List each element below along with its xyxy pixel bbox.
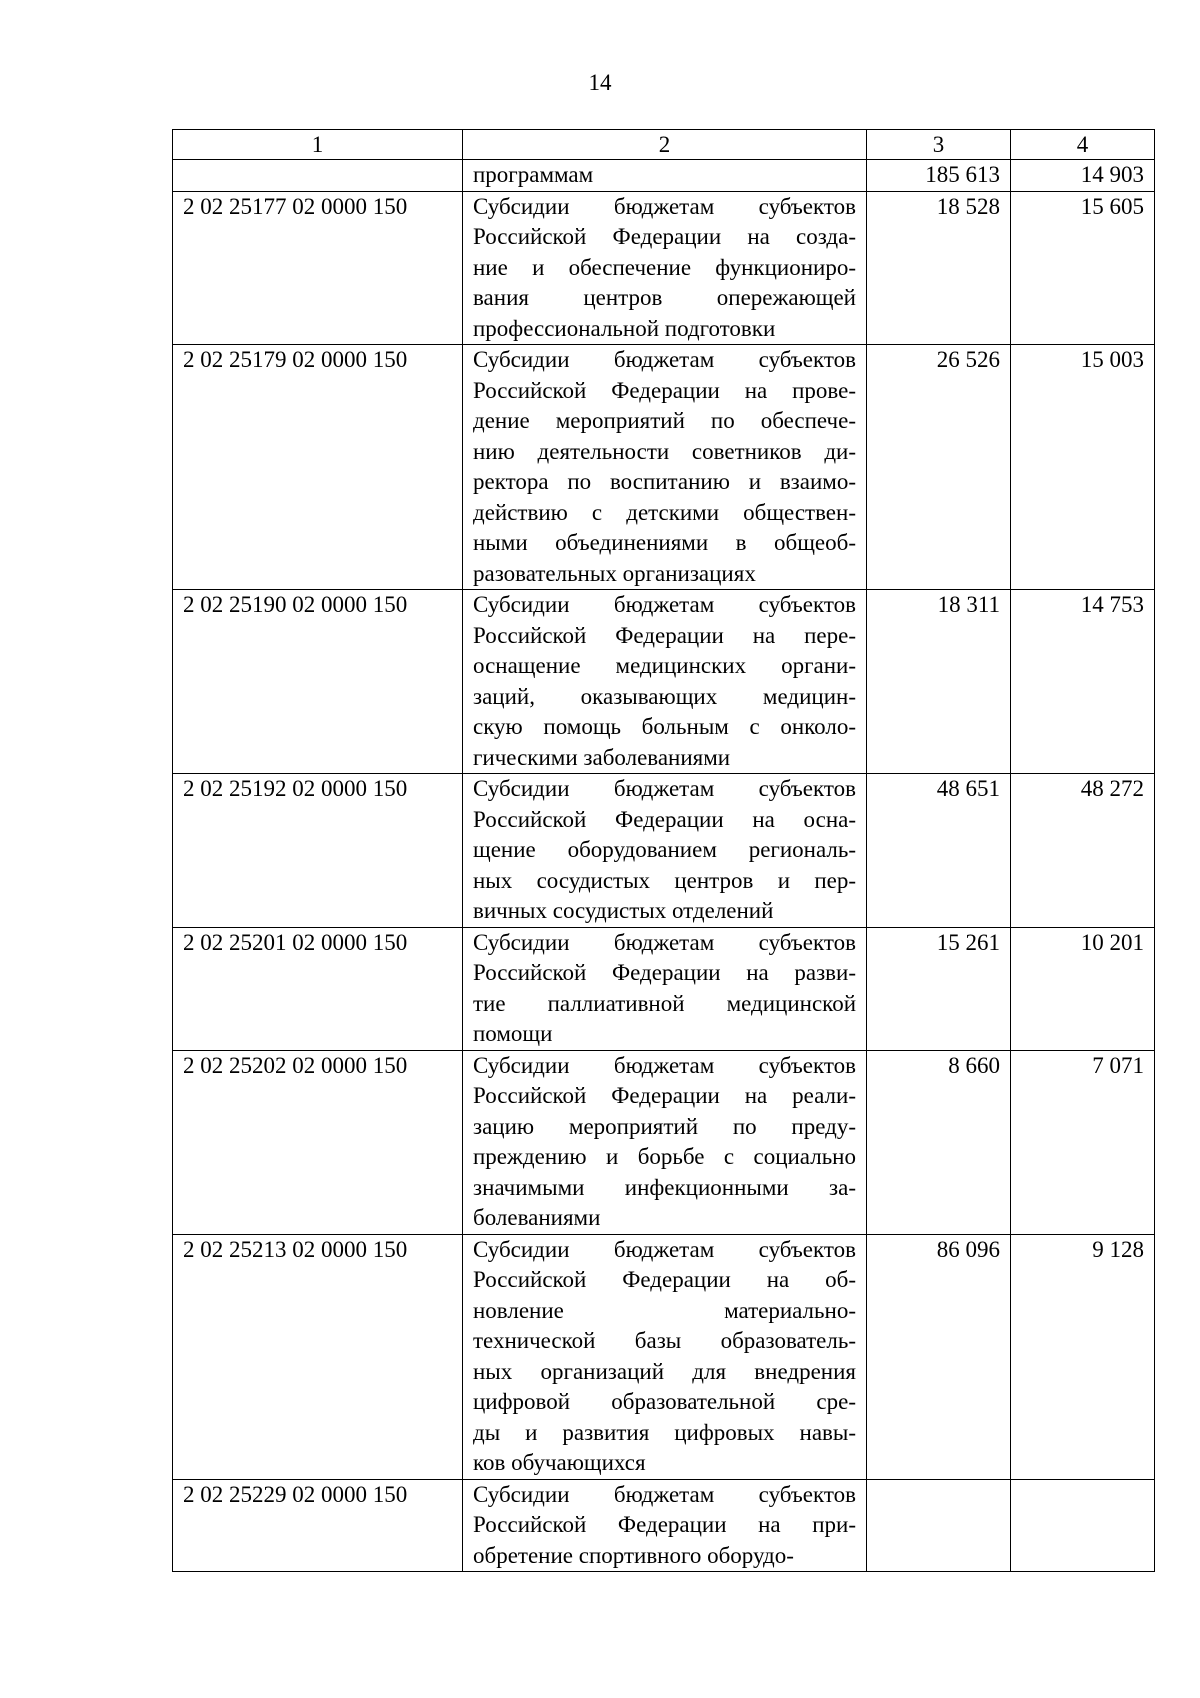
description-line: Субсидии бюджетам субъектов	[473, 347, 856, 372]
budget-code-cell: 2 02 25229 02 0000 150	[173, 1479, 463, 1572]
description-line: технической базы образователь-	[473, 1328, 856, 1353]
table-row	[173, 191, 1155, 345]
description-line: дение мероприятий по обеспече-	[473, 408, 856, 433]
description-line: значимыми инфекционными за-	[473, 1174, 856, 1200]
description-line: гическими заболеваниями	[473, 744, 731, 770]
table-header-row	[173, 130, 1155, 160]
description-cell	[463, 160, 867, 192]
table-row	[173, 1050, 1155, 1234]
amount-col-3-cell: 18 311	[867, 590, 1011, 774]
description-line: Российской Федерации на созда-	[473, 224, 856, 249]
description-line: болеваниями	[473, 1205, 601, 1230]
description-line: новление материально-	[473, 1297, 856, 1323]
description-line: Российской Федерации на разви-	[473, 960, 856, 985]
budget-code-cell: 2 02 25179 02 0000 150	[173, 345, 463, 590]
description-line: Российской Федерации на осна-	[473, 806, 856, 832]
amount-col-4-cell: 15 605	[1011, 191, 1155, 345]
description-line: щение оборудованием региональ-	[473, 837, 856, 862]
description-line: ректора по воспитанию и взаимо-	[473, 469, 856, 494]
budget-code-cell: 2 02 25192 02 0000 150	[173, 774, 463, 928]
description-line: Российской Федерации на об-	[473, 1267, 856, 1292]
page-number: 14	[588, 70, 612, 95]
description-line: Субсидии бюджетам субъектов	[473, 1481, 856, 1507]
description-line: обретение спортивного оборудо-	[473, 1542, 794, 1568]
amount-col-3-cell: 86 096	[867, 1234, 1011, 1479]
description-cell	[463, 774, 867, 928]
description-cell	[463, 191, 867, 345]
budget-code-cell: 2 02 25202 02 0000 150	[173, 1050, 463, 1234]
description-line: Субсидии бюджетам субъектов	[473, 776, 856, 801]
header-col-2: 2	[463, 130, 867, 160]
description-line: оснащение медицинских органи-	[473, 653, 856, 678]
description-line: преждению и борьбе с социально	[473, 1144, 856, 1169]
description-line: профессиональной подготовки	[473, 315, 776, 341]
description-line: Российской Федерации на прове-	[473, 377, 856, 403]
amount-col-4-cell	[1011, 1479, 1155, 1572]
description-line: действию с детскими обществен-	[473, 499, 856, 525]
description-line: ными объединениями в общеоб-	[473, 530, 856, 555]
description-cell	[463, 1479, 867, 1572]
description-line: ды и развития цифровых навы-	[473, 1419, 856, 1445]
description-line: ных организаций для внедрения	[473, 1358, 856, 1384]
amount-col-3-cell: 48 651	[867, 774, 1011, 928]
amount-col-4-cell: 7 071	[1011, 1050, 1155, 1234]
description-line: Субсидии бюджетам субъектов	[473, 193, 856, 219]
header-col-3: 3	[867, 130, 1011, 160]
amount-col-3-cell: 26 526	[867, 345, 1011, 590]
table-row	[173, 774, 1155, 928]
table-row	[173, 927, 1155, 1050]
table-row	[173, 345, 1155, 590]
amount-col-3-cell: 18 528	[867, 191, 1011, 345]
amount-col-4-cell: 48 272	[1011, 774, 1155, 928]
description-cell	[463, 590, 867, 774]
description-line: Субсидии бюджетам субъектов	[473, 1236, 856, 1262]
budget-code-cell	[173, 160, 463, 192]
description-line: тие паллиативной медицинской	[473, 990, 856, 1016]
budget-code-cell: 2 02 25190 02 0000 150	[173, 590, 463, 774]
budget-code-cell: 2 02 25213 02 0000 150	[173, 1234, 463, 1479]
description-line: Субсидии бюджетам субъектов	[473, 929, 856, 955]
description-line: зацию мероприятий по преду-	[473, 1113, 856, 1139]
table-body	[173, 130, 1155, 1572]
amount-col-3-cell	[867, 1479, 1011, 1572]
description-line: Субсидии бюджетам субъектов	[473, 592, 856, 617]
description-line: вичных сосудистых отделений	[473, 898, 774, 923]
description-line: помощи	[473, 1021, 553, 1046]
description-line: заций, оказывающих медицин-	[473, 683, 856, 709]
amount-col-3-cell: 15 261	[867, 927, 1011, 1050]
table-row	[173, 590, 1155, 774]
budget-code-cell: 2 02 25177 02 0000 150	[173, 191, 463, 345]
amount-col-4-cell: 14 753	[1011, 590, 1155, 774]
amount-col-4-cell: 10 201	[1011, 927, 1155, 1050]
description-line: ных сосудистых центров и пер-	[473, 867, 856, 893]
amount-col-3-cell: 185 613	[867, 160, 1011, 192]
description-line: ков обучающихся	[473, 1450, 646, 1475]
description-line: скую помощь больным с онколо-	[473, 714, 856, 739]
budget-code-cell: 2 02 25201 02 0000 150	[173, 927, 463, 1050]
description-cell	[463, 1050, 867, 1234]
description-line: Российской Федерации на реали-	[473, 1083, 856, 1108]
description-cell	[463, 1234, 867, 1479]
description-line: Субсидии бюджетам субъектов	[473, 1052, 856, 1078]
amount-col-4-cell: 15 003	[1011, 345, 1155, 590]
description-cell	[463, 345, 867, 590]
description-line: Российской Федерации на при-	[473, 1512, 856, 1537]
description-line: нию деятельности советников ди-	[473, 438, 856, 464]
header-col-4: 4	[1011, 130, 1155, 160]
amount-col-4-cell: 9 128	[1011, 1234, 1155, 1479]
description-line: программам	[473, 162, 594, 187]
description-line: ние и обеспечение функциониро-	[473, 254, 856, 280]
description-line: Российской Федерации на пере-	[473, 622, 856, 648]
table-row	[173, 1234, 1155, 1479]
amount-col-4-cell: 14 903	[1011, 160, 1155, 192]
amount-col-3-cell: 8 660	[867, 1050, 1011, 1234]
budget-table	[172, 129, 1155, 1572]
description-line: вания центров опережающей	[473, 285, 856, 310]
header-col-1: 1	[173, 130, 463, 160]
table-row	[173, 160, 1155, 192]
description-line: цифровой образовательной сре-	[473, 1389, 856, 1414]
description-cell	[463, 927, 867, 1050]
description-line: разовательных организациях	[473, 560, 756, 586]
table-row	[173, 1479, 1155, 1572]
